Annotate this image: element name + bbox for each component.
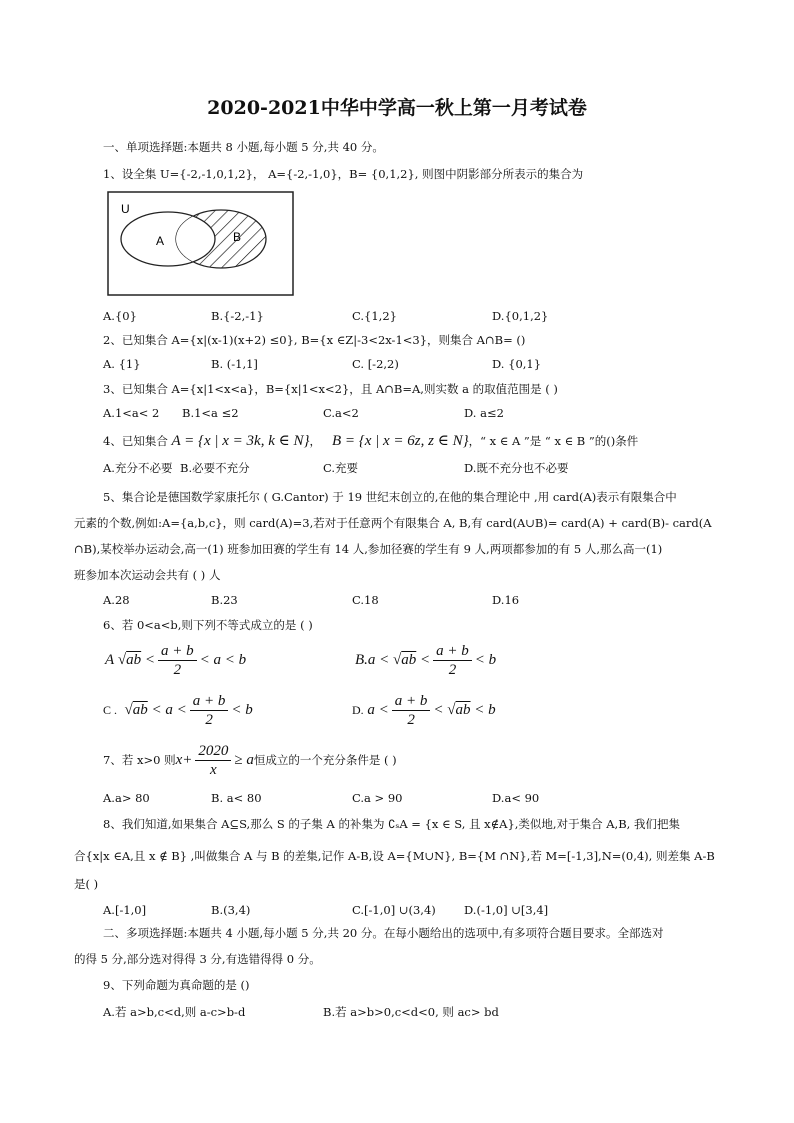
q1-option-d: D.{0,1,2}: [492, 309, 549, 323]
q9-option-b: B.若 a>b>0,c<d<0, 则 ac> bd: [323, 1005, 499, 1019]
q4-prefix: 4、已知集合: [103, 434, 172, 448]
q2-option-c: C. [-2,2): [352, 357, 399, 371]
q8-option-c: C.[-1,0] ∪(3,4): [352, 903, 436, 917]
q4-set-a: A = {x | x = 3k, k ∈ N}: [171, 433, 310, 449]
q3-option-b: B.1<a ≤2: [182, 406, 239, 420]
q4-option-d: D.既不充分也不必要: [464, 461, 569, 475]
venn-diagram: [107, 191, 295, 297]
q3-stem: 3、已知集合 A={x|1<x<a}，B={x|1<x<2}，且 A∩B=A,则实数 a 的取值范围是 ( ): [103, 382, 558, 396]
q5-line-1: 5、集合论是德国数学家康托尔 ( G.Cantor) 于 19 世纪末创立的,在他的集合理论中 ,用 card(A)表示有限集合中: [103, 490, 677, 504]
section-1-heading: 一、单项选择题:本题共 8 小题,每小题 5 分,共 40 分。: [103, 140, 384, 154]
q5-option-c: C.18: [352, 593, 379, 607]
q9-stem: 9、下列命题为真命题的是 (): [103, 978, 250, 992]
section-2-line-1: 二、多项选择题:本题共 4 小题,每小题 5 分,共 20 分。在每小题给出的选项中,有多项符合题目要求。全部选对: [103, 926, 664, 940]
q8-line-1: 8、我们知道,如果集合 A⊆S,那么 S 的子集 A 的补集为 ∁ₛA = {x ∈ S, 且 x∉A},类似地,对于集合 A,B, 我们把集: [103, 817, 680, 831]
q8-line-3: 是( ): [74, 877, 99, 891]
q4-option-c: C.充要: [323, 461, 359, 475]
q2-stem: 2、已知集合 A={x|(x-1)(x+2) ≤0}, B={x ∈Z|-3<2x-1<3}，则集合 A∩B= (): [103, 333, 526, 347]
page-title: 2020-2021中华中学高一秋上第一月考试卷: [207, 97, 587, 119]
q8-line-2: 合{x|x ∈A,且 x ∉ B} ,叫做集合 A 与 B 的差集,记作 A-B,设 A={M∪N}, B={M ∩N},若 M=[-1,3],N=(0,4), 则差集 A-B: [74, 849, 715, 863]
q2-option-b: B. (-1,1]: [211, 357, 258, 371]
q9-option-a: A.若 a>b,c<d,则 a-c>b-d: [103, 1005, 246, 1019]
venn-label-b: B: [233, 230, 242, 244]
q5-option-b: B.23: [211, 593, 238, 607]
q7-option-d: D.a< 90: [492, 791, 540, 805]
q5-option-a: A.28: [103, 593, 130, 607]
q4-option-a: A.充分不必要: [103, 461, 173, 475]
q5-line-2: 元素的个数,例如:A={a,b,c}，则 card(A)=3,若对于任意两个有限集合 A, B,有 card(A∪B)= card(A) + card(B)- card(A: [74, 516, 712, 530]
q8-option-b: B.(3,4): [211, 903, 251, 917]
q7-option-b: B. a< 80: [211, 791, 262, 805]
q1-option-c: C.{1,2}: [352, 309, 397, 323]
q3-option-a: A.1<a< 2: [103, 406, 160, 420]
q7-option-a: A.a> 80: [103, 791, 150, 805]
q6-stem: 6、若 0<a<b,则下列不等式成立的是 ( ): [103, 618, 313, 632]
q4-option-b: B.必要不充分: [180, 461, 250, 475]
q6-option-b: B. a < √ ab < $\frac{a + b}{2}$ < b: [355, 642, 497, 678]
venn-label-a: A: [156, 234, 165, 248]
q8-option-a: A.[-1,0]: [103, 903, 147, 917]
q5-line-3: ∩B),某校举办运动会,高一(1) 班参加田赛的学生有 14 人,参加径赛的学生有 9 人,两项都参加的有 5 人,那么高一(1): [74, 542, 663, 556]
q5-option-d: D.16: [492, 593, 520, 607]
q1-stem: 1、设全集 U={-2,-1,0,1,2}， A={-2,-1,0}，B= {0,1,2}, 则图中阴影部分所表示的集合为: [103, 167, 584, 181]
q8-option-d: D.(-1,0] ∪[3,4]: [464, 903, 549, 917]
q3-option-c: C.a<2: [323, 406, 359, 420]
q2-option-d: D. {0,1}: [492, 357, 542, 371]
venn-label-u: U: [121, 202, 130, 216]
q4-set-b: B = {x | x = 6z, z ∈ N}: [331, 433, 469, 449]
q6-option-a: A √ ab < $\frac{a + b}{2}$ < a < b: [105, 642, 247, 678]
q1-option-b: B.{-2,-1}: [211, 309, 264, 323]
q6-option-c: C . √ ab < a < $\frac{a + b}{2}$ < b: [103, 692, 253, 728]
q2-option-a: A. {1}: [103, 357, 141, 371]
q3-option-d: D. a≤2: [464, 406, 504, 420]
q6-option-d: D. a < $\frac{a + b}{2}$ < √ ab < b: [352, 692, 496, 728]
q1-option-a: A.{0}: [103, 309, 137, 323]
section-2-line-2: 的得 5 分,部分选对得得 3 分,有选错得得 0 分。: [74, 952, 321, 966]
q5-line-4: 班参加本次运动会共有 ( ) 人: [74, 568, 221, 582]
q7-stem: 7、若 x>0 则 x + $\frac{2020}{x}$ ≥ a 恒成立的一个充分条件是 ( ): [103, 742, 397, 778]
q4-condition: ，“ x ∈ A ”是 “ x ∈ B ”的()条件: [468, 434, 639, 448]
q7-option-c: C.a > 90: [352, 791, 403, 805]
